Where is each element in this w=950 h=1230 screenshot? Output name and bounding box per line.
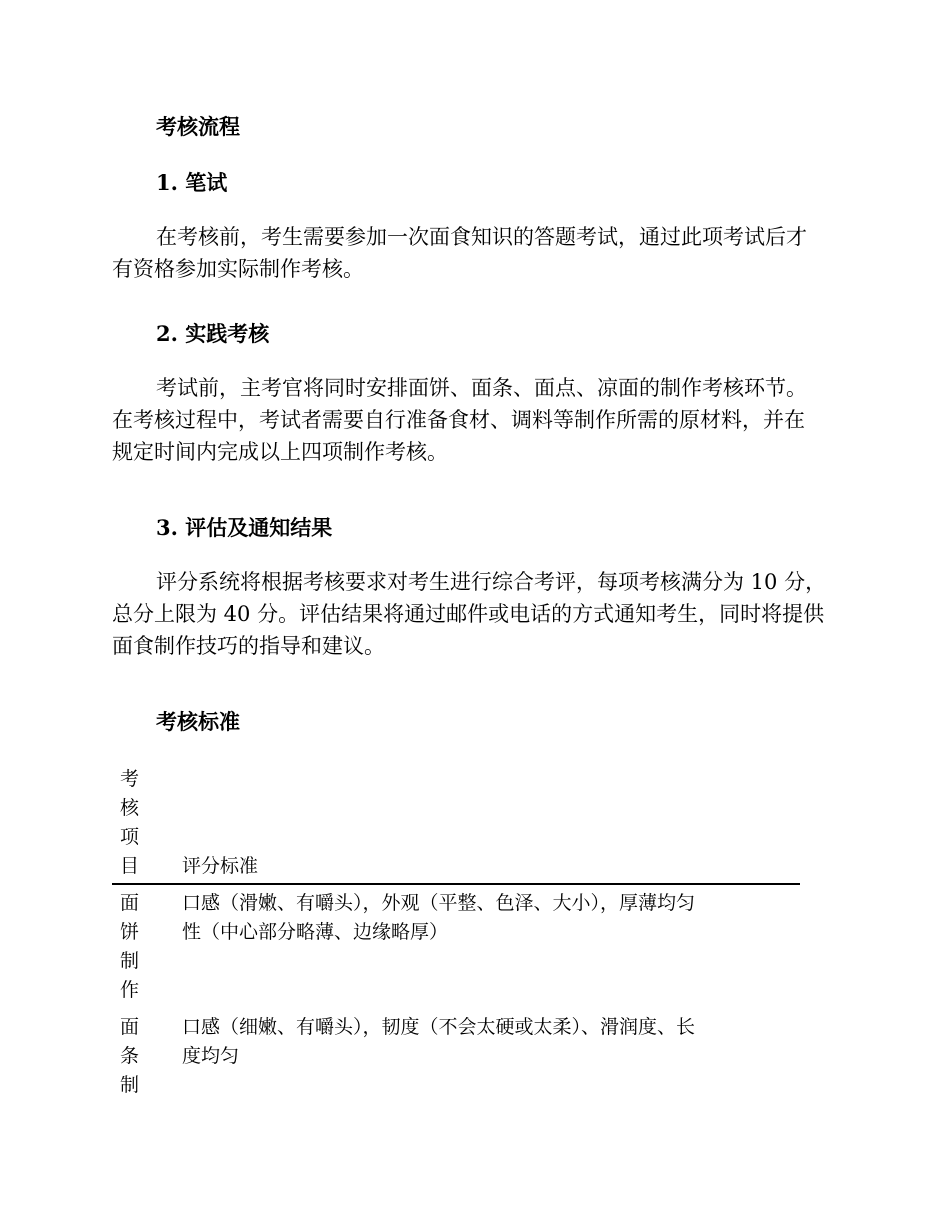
paragraph-line: 评分系统将根据考核要求对考生进行综合考评，每项考核满分为 10 分， xyxy=(156,570,827,594)
header-item-cell xyxy=(112,765,182,884)
row-item-char: 制 xyxy=(120,1074,140,1096)
table-row xyxy=(112,1009,800,1104)
assessment-standard-table xyxy=(112,765,800,1104)
paragraph-line: 有资格参加实际制作考核。 xyxy=(112,257,364,281)
standard-heading: 考核标准 xyxy=(156,709,240,734)
header-criteria-label: 评分标准 xyxy=(182,855,259,877)
process-heading: 考核流程 xyxy=(156,114,240,139)
row-item-char: 制 xyxy=(120,950,140,972)
row-item-char: 条 xyxy=(120,1045,140,1067)
row-item-char: 饼 xyxy=(120,921,140,943)
row-item-char: 面 xyxy=(120,892,140,914)
evaluation-heading: 3. 评估及通知结果 xyxy=(156,515,333,540)
paragraph-line: 考试前，主考官将同时安排面饼、面条、面点、凉面的制作考核环节。 xyxy=(156,376,807,400)
paragraph-line: 面食制作技巧的指导和建议。 xyxy=(112,634,385,658)
paragraph-line: 总分上限为 40 分。评估结果将通过邮件或电话的方式通知考生，同时将提供 xyxy=(112,602,825,626)
written-exam-paragraph xyxy=(112,221,842,285)
row-criteria-cell xyxy=(182,1009,800,1104)
header-item-char: 项 xyxy=(120,826,140,848)
row-item-char: 面 xyxy=(120,1016,140,1038)
criteria-line: 度均匀 xyxy=(182,1045,240,1067)
evaluation-paragraph xyxy=(112,566,842,662)
paragraph-line: 在考核前，考生需要参加一次面食知识的答题考试，通过此项考试后才 xyxy=(156,225,807,249)
criteria-line: 性（中心部分略薄、边缘略厚） xyxy=(182,921,449,943)
practice-exam-heading: 2. 实践考核 xyxy=(156,321,270,346)
table-row xyxy=(112,884,800,1009)
table-header-row xyxy=(112,765,800,884)
criteria-line: 口感（滑嫩、有嚼头），外观（平整、色泽、大小），厚薄均匀 xyxy=(182,892,696,914)
criteria-line: 口感（细嫩、有嚼头），韧度（不会太硬或太柔）、滑润度、长 xyxy=(182,1016,696,1038)
paragraph-line: 在考核过程中，考试者需要自行准备食材、调料等制作所需的原材料，并在 xyxy=(112,408,805,432)
row-item-char: 作 xyxy=(120,979,140,1001)
header-item-char: 核 xyxy=(120,797,140,819)
header-criteria-cell xyxy=(182,765,800,884)
practice-exam-paragraph xyxy=(112,372,842,468)
paragraph-line: 规定时间内完成以上四项制作考核。 xyxy=(112,440,448,464)
header-item-char: 目 xyxy=(120,855,140,877)
row-criteria-cell xyxy=(182,884,800,1009)
row-item-cell xyxy=(112,884,182,1009)
written-exam-heading: 1. 笔试 xyxy=(156,170,228,195)
header-item-char: 考 xyxy=(120,768,140,790)
row-item-cell xyxy=(112,1009,182,1104)
